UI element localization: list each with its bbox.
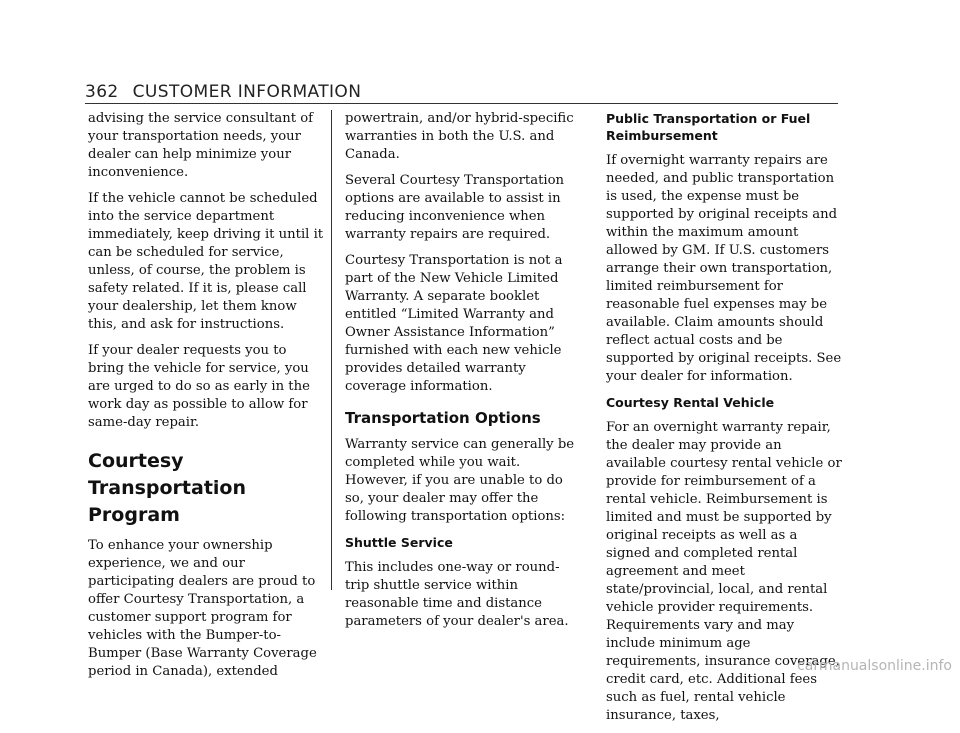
header-divider [85,103,838,104]
paragraph: advising the service consultant of your transportation needs, your dealer can help minimize your inconvenience. [88,111,314,180]
column-2 [345,110,581,639]
column-1 [88,110,324,689]
paragraph: If overnight warranty repairs are needed, and public transportation is used, the expense must be supported by original receipts and within the maximum amount allowed by GM. If U.S. customers arrange their own transportation, limited reimbursement for reasonable fuel expenses may be available. Claim amounts should reflect actual costs and be supported by original receipts. See your dealer for information. [606,153,842,384]
paragraph: Warranty service can generally be completed while you wait. However, if you are unable to do so, your dealer may offer the following transportation options: [345,437,575,524]
paragraph: For an overnight warranty repair, the dealer may provide an available courtesy rental vehicle or provide for reimbursement of a rental vehicle. Reimbursement is limited and must be supported by original receipts as well as a signed and completed rental agreement and meet state/provincial, local, and rental vehicle provider requirements. Requirements vary and may include minimum age requirements, insurance coverage, credit card, etc. Additional fees such as fuel, rental vehicle insurance, taxes, [606,420,842,723]
page-number: 362 [85,82,119,102]
paragraph: Several Courtesy Transportation options are available to assist in reducing inconvenience when warranty repairs are required. [345,173,565,242]
column-3 [606,110,842,733]
subheading-courtesy-rental-vehicle: Courtesy Rental Vehicle [606,395,775,410]
subheading-shuttle-service: Shuttle Service [345,535,453,550]
subheading-public-transportation: Public Transportation or Fuel Reimbursement [606,111,811,143]
paragraph: If your dealer requests you to bring the vehicle for service, you are urged to do so as early in the work day as possible to allow for same-day repair. [88,343,310,430]
column-divider [331,110,332,590]
paragraph: To enhance your ownership experience, we and our participating dealers are proud to offer Courtesy Transportation, a customer support program for vehicles with the Bumper-to-Bumper (Base Warranty Coverage period in Canada), extended [88,538,317,679]
page-header [85,80,838,104]
section-heading-transportation-options: Transportation Options [345,409,541,427]
paragraph: powertrain, and/or hybrid-specific warranties in both the U.S. and Canada. [345,111,574,162]
section-heading-courtesy-transportation: Courtesy Transportation Program [88,450,247,526]
paragraph: If the vehicle cannot be scheduled into the service department immediately, keep driving it until it can be scheduled for service, unless, of course, the problem is safety related. If it is, please call your dealership, let them know this, and ask for instructions. [88,191,324,332]
section-title: CUSTOMER INFORMATION [132,82,362,102]
watermark: carmanualsonline.info [797,658,952,674]
paragraph: Courtesy Transportation is not a part of the New Vehicle Limited Warranty. A separate booklet entitled “Limited Warranty and Owner Assistance Information” furnished with each new vehicle provides detailed warranty coverage information. [345,253,563,394]
paragraph: This includes one-way or round-trip shuttle service within reasonable time and distance parameters of your dealer's area. [345,560,569,629]
